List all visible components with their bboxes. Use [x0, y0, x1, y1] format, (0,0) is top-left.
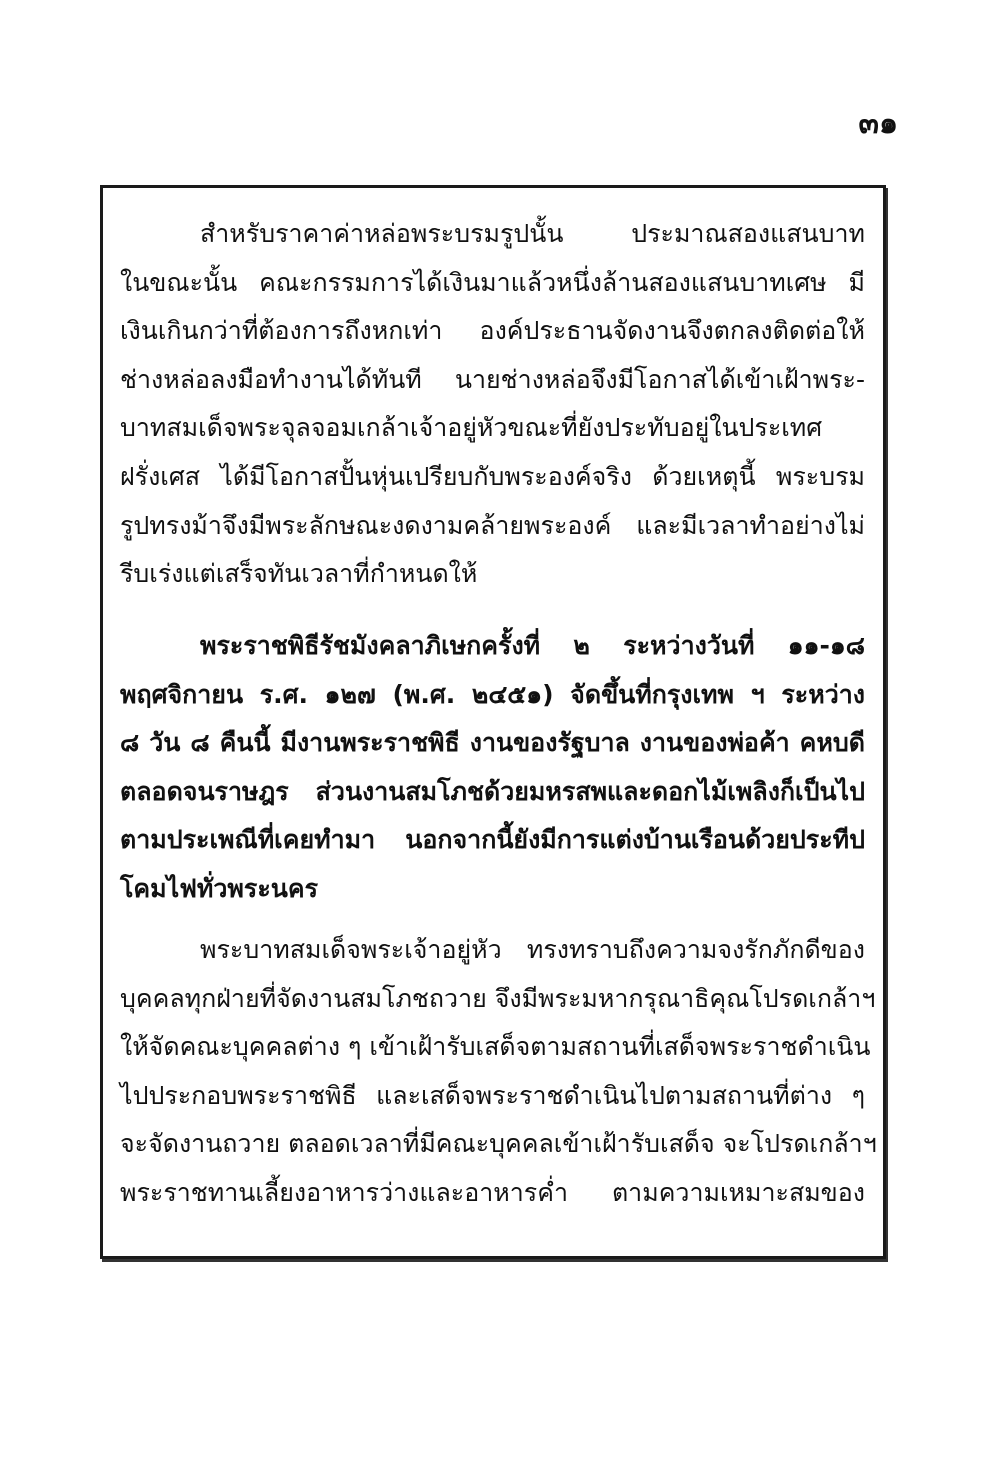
paragraph-line: พฤศจิกายน ร.ศ. ๑๒๗ (พ.ศ. ๒๔๕๑) จัดขึ้นที่กรุงเทพ ฯ ระหว่าง [120, 679, 865, 709]
paragraph-line: จะจัดงานถวาย ตลอดเวลาที่มีคณะบุคคลเข้าเฝ้ารับเสด็จ จะโปรดเกล้าฯ [120, 1129, 877, 1159]
paragraph-line: บาทสมเด็จพระจุลจอมเกล้าเจ้าอยู่หัวขณะที่ยังประทับอยู่ในประเทศ [120, 413, 823, 443]
paragraph-line: เงินเกินกว่าที่ต้องการถึงหกเท่า องค์ประธานจัดงานจึงตกลงติดต่อให้ [120, 316, 865, 346]
paragraph-line: พระราชทานเลี้ยงอาหารว่างและอาหารค่ำ ตามความเหมาะสมของ [120, 1177, 865, 1207]
paragraph-1 [120, 210, 865, 599]
paragraph-line: ๘ วัน ๘ คืนนี้ มีงานพระราชพิธี งานของรัฐบาล งานของพ่อค้า คหบดี [120, 728, 865, 758]
paragraph-line: ในขณะนั้น คณะกรรมการได้เงินมาแล้วหนึ่งล้านสองแสนบาทเศษ มี [120, 267, 865, 297]
paragraph-2 [120, 622, 865, 914]
page-number: ๓๑ [858, 106, 898, 141]
paragraph-line: ไปประกอบพระราชพิธี และเสด็จพระราชดำเนินไปตามสถานที่ต่าง ๆ [120, 1080, 865, 1110]
paragraph-line: ตามประเพณีที่เคยทำมา นอกจากนี้ยังมีการแต่งบ้านเรือนด้วยประทีป [120, 825, 865, 855]
paragraph-line: รูปทรงม้าจึงมีพระลักษณะงดงามคล้ายพระองค์ และมีเวลาทำอย่างไม่ [120, 510, 865, 540]
paragraph-line: ฝรั่งเศส ได้มีโอกาสปั้นหุ่นเปรียบกับพระองค์จริง ด้วยเหตุนี้ พระบรม [120, 461, 865, 491]
paragraph-line: รีบเร่งแต่เสร็จทันเวลาที่กำหนดให้ [120, 559, 478, 589]
paragraph-line: ช่างหล่อลงมือทำงานได้ทันที นายช่างหล่อจึงมีโอกาสได้เข้าเฝ้าพระ- [120, 364, 865, 394]
paragraph-line: โคมไฟทั่วพระนคร [120, 873, 318, 903]
paragraph-line: บุคคลทุกฝ่ายที่จัดงานสมโภชถวาย จึงมีพระมหากรุณาธิคุณโปรดเกล้าฯ [120, 983, 876, 1013]
paragraph-line: ให้จัดคณะบุคคลต่าง ๆ เข้าเฝ้ารับเสด็จตามสถานที่เสด็จพระราชดำเนิน [120, 1032, 871, 1062]
paragraph-line: ตลอดจนราษฎร ส่วนงานสมโภชด้วยมหรสพและดอกไม้เพลิงก็เป็นไป [120, 776, 865, 806]
paragraph-3 [120, 926, 877, 1218]
paragraph-line: สำหรับราคาค่าหล่อพระบรมรูปนั้น ประมาณสองแสนบาท [200, 219, 865, 248]
paragraph-line: พระราชพิธีรัชมังคลาภิเษกครั้งที่ ๒ ระหว่างวันที่ ๑๑-๑๘ [200, 631, 865, 660]
paragraph-line: พระบาทสมเด็จพระเจ้าอยู่หัว ทรงทราบถึงความจงรักภักดีของ [200, 935, 865, 964]
